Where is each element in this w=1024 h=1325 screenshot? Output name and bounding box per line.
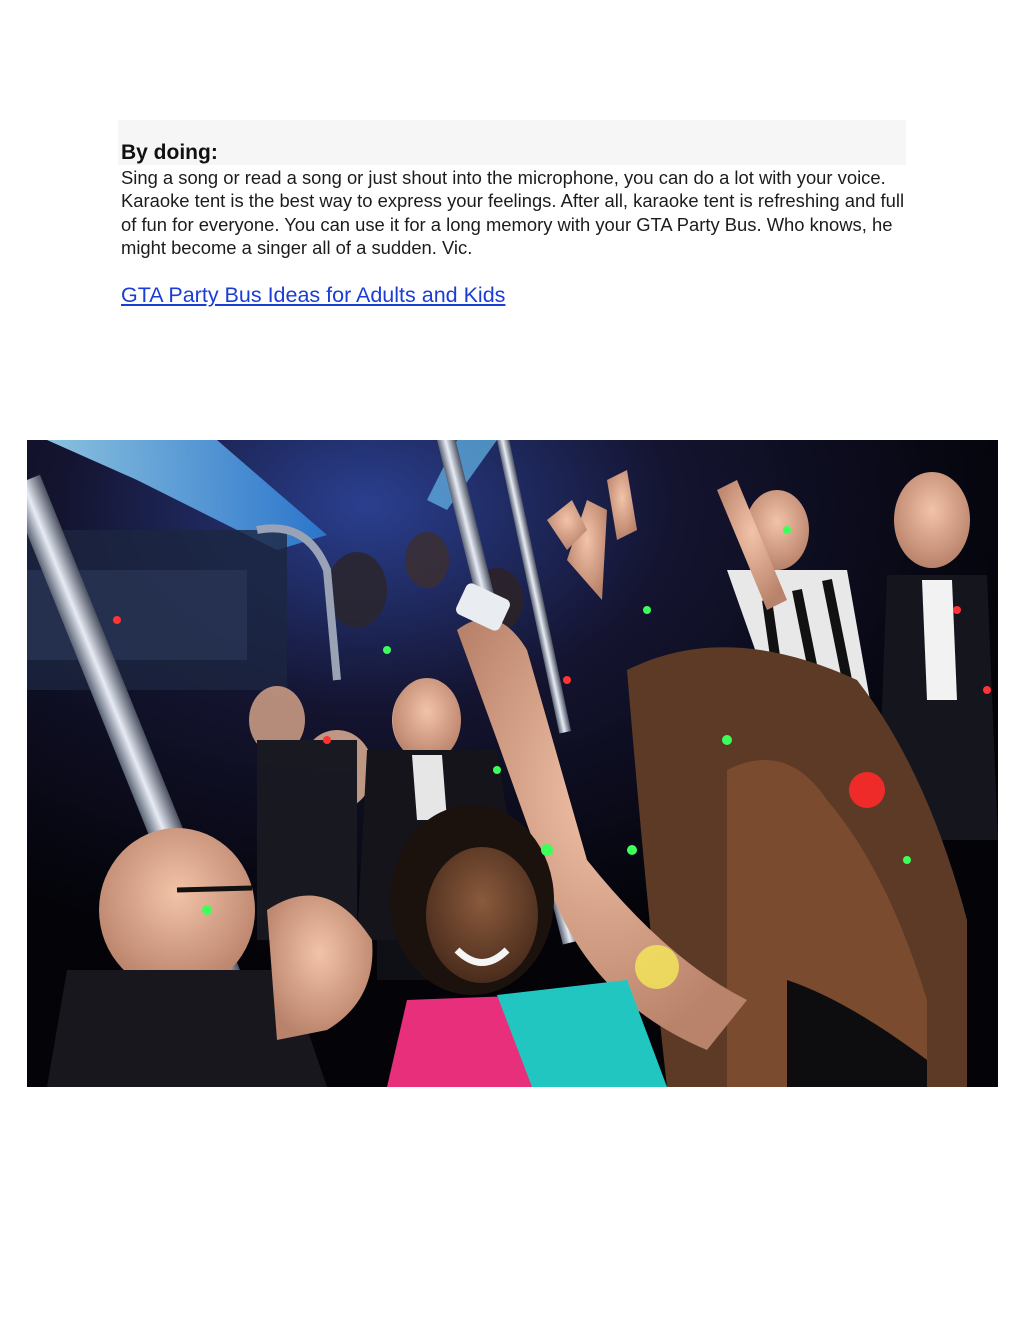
section-paragraph: Sing a song or read a song or just shout into the microphone, you can do a lot with your voice. Karaoke tent is the best way to express your feelings. After all, karaoke tent is refreshing and full of fun for everyone. You can use it for a long memory with your GTA Party Bus. Who knows, he might become a singer all of a sudden. Vic. [121, 167, 905, 258]
party-bus-photo [27, 440, 998, 1087]
party-bus-photo-illustration [27, 440, 998, 1087]
section-heading: By doing: [121, 141, 218, 164]
party-bus-ideas-link[interactable]: GTA Party Bus Ideas for Adults and Kids [121, 283, 506, 307]
heading-background-band [118, 120, 906, 165]
